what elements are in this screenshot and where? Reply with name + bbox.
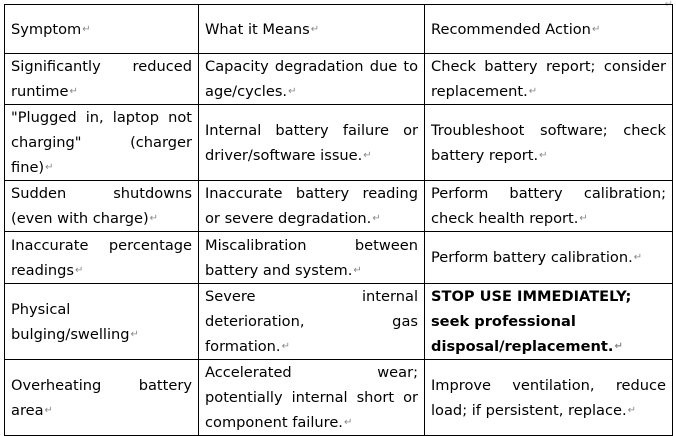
symptom-text: Overheating battery area [11, 376, 192, 419]
paragraph-mark-icon: ↵ [591, 23, 601, 35]
action-text: Troubleshoot software; check battery report. [431, 121, 666, 164]
meaning-text: Accelerated wear; potentially internal short or component failure. [205, 364, 418, 431]
paragraph-mark-icon: ↵ [528, 86, 538, 97]
table-row [5, 232, 673, 284]
action-cell [425, 105, 673, 181]
action-cell [425, 284, 673, 360]
paragraph-mark-icon: ↵ [69, 86, 78, 97]
table-row [5, 181, 673, 232]
paragraph-mark-icon: ↵ [44, 404, 53, 416]
table-row [5, 54, 673, 105]
paragraph-mark-icon: ↵ [353, 264, 362, 276]
action-text: Perform battery calibration. [431, 249, 633, 266]
paragraph-mark-icon: ↵ [75, 264, 84, 276]
paragraph-mark-icon: ↵ [627, 404, 636, 416]
symptom-cell [5, 232, 199, 284]
meaning-text: Inaccurate battery reading or severe degradation. [205, 185, 418, 227]
action-cell [425, 54, 673, 105]
paragraph-mark-icon: ↵ [45, 162, 54, 173]
action-text: STOP USE IMMEDIATELY; seek professional disposal/replacement. [431, 288, 632, 355]
table-row [5, 360, 673, 436]
meaning-text: Severe internal deterioration, gas formation. [205, 288, 418, 355]
meaning-cell [199, 232, 425, 284]
symptom-table [4, 4, 673, 436]
symptom-cell [5, 54, 199, 105]
action-cell [425, 360, 673, 436]
meaning-cell [199, 54, 425, 105]
header-action: Recommended Action [431, 20, 591, 38]
meaning-text: Capacity degradation due to age/cycles. [205, 58, 418, 100]
header-meaning: What it Means [205, 20, 310, 38]
paragraph-mark-icon: ↵ [372, 213, 381, 224]
meaning-cell [199, 181, 425, 232]
header-symptom: Symptom [11, 20, 82, 38]
symptom-text: Inaccurate percentage readings [11, 236, 192, 279]
paragraph-mark-icon: ↵ [288, 86, 297, 97]
action-cell [425, 181, 673, 232]
paragraph-mark-icon: ↵ [82, 23, 91, 35]
table-row [5, 105, 673, 181]
table-row [5, 284, 673, 360]
paragraph-mark-icon: ↵ [363, 149, 372, 161]
symptom-cell [5, 181, 199, 232]
symptom-text: Physical bulging/swelling [11, 300, 130, 343]
action-text: Perform battery calibration; check health report. [431, 185, 666, 227]
paragraph-mark-icon: ↵ [149, 213, 159, 224]
paragraph-mark-icon: ↵ [614, 341, 623, 352]
symptom-cell [5, 284, 199, 360]
symptom-text: "Plugged in, laptop not charging" (charger fine) [11, 109, 192, 176]
paragraph-mark-icon: ↵ [633, 252, 643, 263]
header-cell [5, 5, 199, 54]
meaning-text: Miscalibration between battery and system. [205, 236, 418, 279]
paragraph-mark-icon: ↵ [281, 341, 290, 352]
symptom-text: Sudden shutdowns (even with charge) [11, 185, 192, 227]
action-text: Check battery report; consider replacement. [431, 58, 666, 100]
action-text: Improve ventilation, reduce load; if persistent, replace. [431, 376, 666, 419]
header-cell [199, 5, 425, 54]
symptom-cell [5, 105, 199, 181]
header-cell [425, 5, 673, 54]
action-cell [425, 232, 673, 284]
meaning-cell [199, 360, 425, 436]
paragraph-mark-icon: ↵ [539, 149, 548, 161]
paragraph-mark-icon: ↵ [130, 328, 139, 340]
paragraph-mark-icon: ↵ [310, 23, 320, 35]
paragraph-mark-icon: ↵ [343, 417, 353, 428]
meaning-cell [199, 105, 425, 181]
meaning-text: Internal battery failure or driver/software issue. [205, 121, 418, 164]
meaning-cell [199, 284, 425, 360]
paragraph-mark-icon: ↵ [664, 0, 673, 10]
paragraph-mark-icon: ↵ [579, 213, 588, 224]
table-header-row [5, 5, 673, 54]
symptom-cell [5, 360, 199, 436]
symptom-text: Significantly reduced runtime [11, 58, 192, 100]
